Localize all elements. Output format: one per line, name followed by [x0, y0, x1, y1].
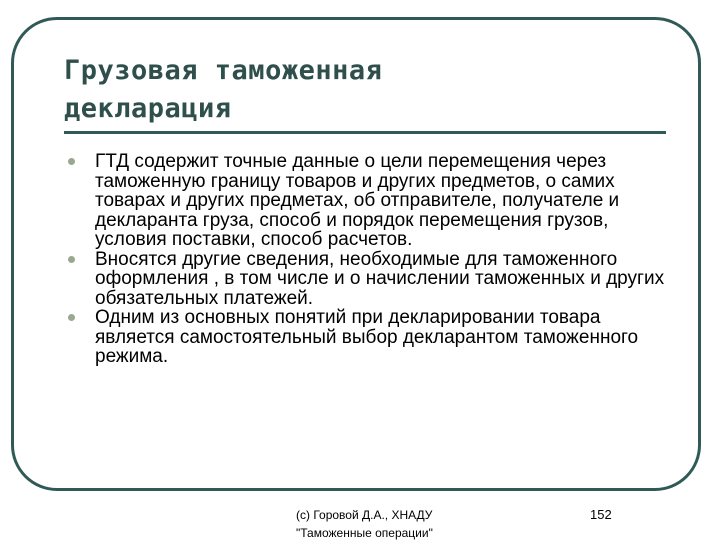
bullet-dot-icon: [68, 158, 75, 165]
bullet-text: ГТД содержит точные данные о цели перемещения через таможенную границу товаров и других предметов, о самих товарах и других предметах, об отправителе, получателе и декларанта груза, способ и порядок перемещения грузов, условия поставки, способ расчетов.: [95, 151, 620, 250]
footer-line-1: (c) Горовой Д.А., ХНАДУ: [296, 508, 433, 522]
bullet-list: [64, 152, 674, 367]
footer-line-2: "Таможенные операции": [296, 526, 433, 540]
title-line-2: декларация: [64, 93, 232, 124]
bullet-text: Одним из основных понятий при декларировании товара является самостоятельный выбор декларантом таможенного режима.: [95, 307, 639, 367]
footer-author: [296, 506, 516, 540]
slide-title: [64, 52, 664, 128]
bullet-item: [64, 250, 674, 309]
bullet-item: [64, 152, 674, 250]
bullet-item: [64, 308, 674, 367]
bullet-dot-icon: [68, 314, 75, 321]
bullet-text: Вносятся другие сведения, необходимые для таможенного оформления , в том числе и о начислении таможенных и других обязательных платежей.: [95, 248, 665, 309]
bullet-dot-icon: [68, 256, 75, 263]
page-number: 152: [590, 507, 612, 522]
title-line-1: Грузовая таможенная: [64, 55, 383, 86]
title-divider: [64, 131, 666, 134]
